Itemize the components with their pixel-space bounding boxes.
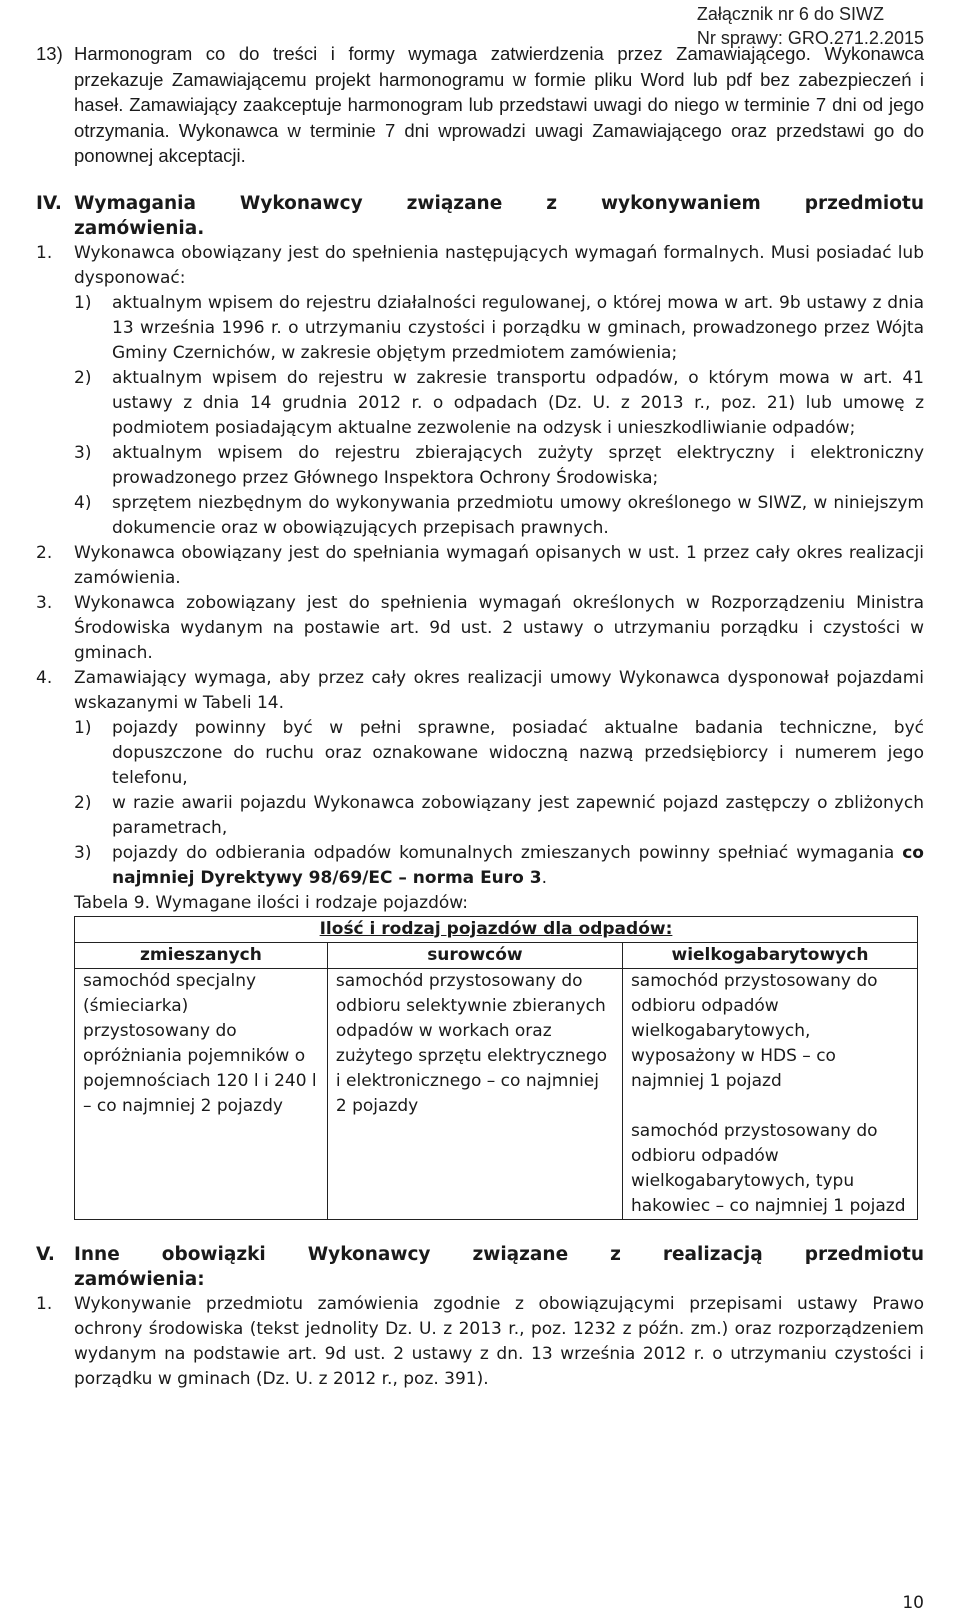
vehicles-table bbox=[74, 916, 918, 1220]
section-4-heading bbox=[36, 191, 924, 241]
list-item-number: 1) bbox=[74, 292, 92, 313]
item3-text-before: pojazdy do odbierania odpadów komunalnych zmieszanych powinny spełniać wymagania bbox=[112, 842, 903, 863]
list-item bbox=[74, 291, 924, 366]
list-item-text: aktualnym wpisem do rejestru w zakresie transportu odpadów, o którym mowa w art. 41 ustawy z dnia 14 grudnia 2012 r. o odpadach (Dz. U. z 2013 r., poz. 21) lub umowę z podmiotem posiadającym aktualne zezwolenie na odzysk i unieszkodliwianie odpadów; bbox=[112, 367, 924, 438]
list-item-text: w razie awarii pojazdu Wykonawca zobowiązany jest zapewnić pojazd zastępczy o zbliżonych parametrach, bbox=[112, 792, 924, 838]
s4-p1-text: Wykonawca obowiązany jest do spełnienia następujących wymagań formalnych. Musi posiadać lub dysponować: bbox=[74, 242, 924, 288]
list-item bbox=[74, 841, 924, 891]
s4-p3-text: Wykonawca zobowiązany jest do spełnienia wymagań określonych w Rozporządzeniu Ministra Środowiska wydanym na postawie art. 9d ust. 2 ustawy o utrzymaniu porządku i czystości w gminach. bbox=[74, 592, 924, 663]
s4-p2-number: 2. bbox=[36, 542, 53, 563]
section-5-heading bbox=[36, 1242, 924, 1292]
item-13-number: 13) bbox=[36, 43, 63, 64]
header-case-number: Nr sprawy: GRO.271.2.2015 bbox=[696, 28, 924, 48]
list-item-number: 2) bbox=[74, 367, 92, 388]
cell-text: samochód przystosowany do odbioru odpadów wielkogabarytowych, wyposażony w HDS – co najmniej 1 pojazd bbox=[630, 970, 878, 1091]
list-item bbox=[74, 441, 924, 491]
item-13 bbox=[36, 41, 924, 169]
s4-p4-number: 4. bbox=[36, 667, 53, 688]
s5-paragraph-1 bbox=[36, 1292, 924, 1392]
s4-p2-text: Wykonawca obowiązany jest do spełniania wymagań opisanych w ust. 1 przez cały okres realizacji zamówienia. bbox=[74, 542, 924, 588]
list-item-number: 3) bbox=[74, 442, 92, 463]
page-number: 10 bbox=[902, 1593, 924, 1613]
section-4-number: IV. bbox=[36, 192, 62, 214]
list-item bbox=[74, 366, 924, 441]
section-5-title-cont: zamówienia: bbox=[74, 1268, 205, 1290]
list-item-text: sprzętem niezbędnym do wykonywania przedmiotu umowy określonego w SIWZ, w niniejszym dokumencie oraz w obowiązujących przepisach prawnych. bbox=[112, 492, 924, 538]
table-caption: Tabela 9. Wymagane ilości i rodzaje pojazdów: bbox=[74, 892, 468, 913]
table-title: Ilość i rodzaj pojazdów dla odpadów: bbox=[75, 916, 918, 942]
s4-paragraph-3 bbox=[36, 591, 924, 666]
section-5-number: V. bbox=[36, 1243, 55, 1265]
column-header-raw-materials: surowców bbox=[327, 942, 622, 968]
section-5-title: Inne obowiązki Wykonawcy związane z realizacją przedmiotu bbox=[74, 1243, 924, 1265]
item3-text-after: . bbox=[541, 867, 548, 888]
cell-text: samochód przystosowany do odbioru odpadów wielkogabarytowych, typu hakowiec – co najmniej 1 pojazd bbox=[630, 1120, 906, 1216]
list-item bbox=[74, 491, 924, 541]
table-cell bbox=[75, 968, 328, 1219]
euro-norm-requirement: co najmniej Dyrektywy 98/69/EC – norma Euro 3 bbox=[112, 842, 924, 888]
list-item-number: 4) bbox=[74, 492, 92, 513]
list-item-text: aktualnym wpisem do rejestru zbierających zużyty sprzęt elektryczny i elektroniczny prowadzonego przez Głównego Inspektora Ochrony Środowiska; bbox=[112, 442, 924, 488]
column-header-bulky: wielkogabarytowych bbox=[622, 942, 917, 968]
list-item-number: 3) bbox=[74, 842, 92, 863]
list-item-text: aktualnym wpisem do rejestru działalności regulowanej, o której mowa w art. 9b ustawy z dnia 13 września 1996 r. o utrzymaniu czystości i porządku w gminach, prowadzonego przez Wójta Gminy Czernichów, w zakresie objętym przedmiotem zamówienia; bbox=[112, 292, 924, 363]
cell-text: samochód przystosowany do odbioru selektywnie zbieranych odpadów w workach oraz zużytego sprzętu elektrycznego i elektronicznego – co najmniej 2 pojazdy bbox=[335, 970, 608, 1116]
s4-p4-text: Zamawiający wymaga, aby przez cały okres realizacji umowy Wykonawca dysponował pojazdami wskazanymi w Tabeli 14. bbox=[74, 667, 924, 713]
list-item bbox=[74, 791, 924, 841]
document-body bbox=[36, 41, 924, 1392]
s5-p1-number: 1. bbox=[36, 1293, 53, 1314]
list-item-number: 1) bbox=[74, 717, 92, 738]
s4-p4-list bbox=[74, 716, 924, 891]
s4-p1-list bbox=[74, 291, 924, 541]
table-cell bbox=[622, 968, 917, 1219]
s4-p3-number: 3. bbox=[36, 592, 53, 613]
s4-paragraph-4 bbox=[36, 666, 924, 716]
list-item-text bbox=[112, 841, 924, 891]
column-header-mixed: zmieszanych bbox=[75, 942, 328, 968]
s4-paragraph-1 bbox=[36, 241, 924, 291]
header-annex-line: Załącznik nr 6 do SIWZ bbox=[696, 4, 884, 24]
list-item-text: pojazdy powinny być w pełni sprawne, posiadać aktualne badania techniczne, być dopuszczone do ruchu oraz oznakowane widoczną nazwą przedsiębiorcy i numerem jego telefonu, bbox=[112, 717, 924, 788]
cell-text: samochód specjalny (śmieciarka) przystosowany do opróżniania pojemników o pojemnościach 120 l i 240 l – co najmniej 2 pojazdy bbox=[83, 970, 317, 1116]
s4-paragraph-2 bbox=[36, 541, 924, 591]
table-cell bbox=[327, 968, 622, 1219]
section-4-title-cont: zamówienia. bbox=[74, 217, 205, 239]
s4-p1-number: 1. bbox=[36, 242, 53, 263]
s5-p1-text: Wykonywanie przedmiotu zamówienia zgodnie z obowiązującymi przepisami ustawy Prawo ochrony środowiska (tekst jednolity Dz. U. z 2013 r., poz. 1232 z późn. zm.) oraz rozporządzeniem wydanym na podstawie art. 9d ust. 2 ustawy z dn. 13 września 2012 r. o utrzymaniu czystości i porządku w gminach (Dz. U. z 2012 r., poz. 391). bbox=[74, 1293, 924, 1389]
list-item-number: 2) bbox=[74, 792, 92, 813]
list-item bbox=[74, 716, 924, 791]
item-13-text: Harmonogram co do treści i formy wymaga zatwierdzenia przez Zamawiającego. Wykonawca przekazuje Zamawiającemu projekt harmonogramu w formie pliku Word lub pdf bez zabezpieczeń i haseł. Zamawiający zaakceptuje harmonogram lub przedstawi uwagi do niego w terminie 7 dni od jego otrzymania. Wykonawca w terminie 7 dni wprowadzi uwagi Zamawiającego oraz przedstawi go do ponownej akceptacji. bbox=[74, 43, 924, 166]
section-4-title: Wymagania Wykonawcy związane z wykonywaniem przedmiotu bbox=[74, 192, 924, 214]
